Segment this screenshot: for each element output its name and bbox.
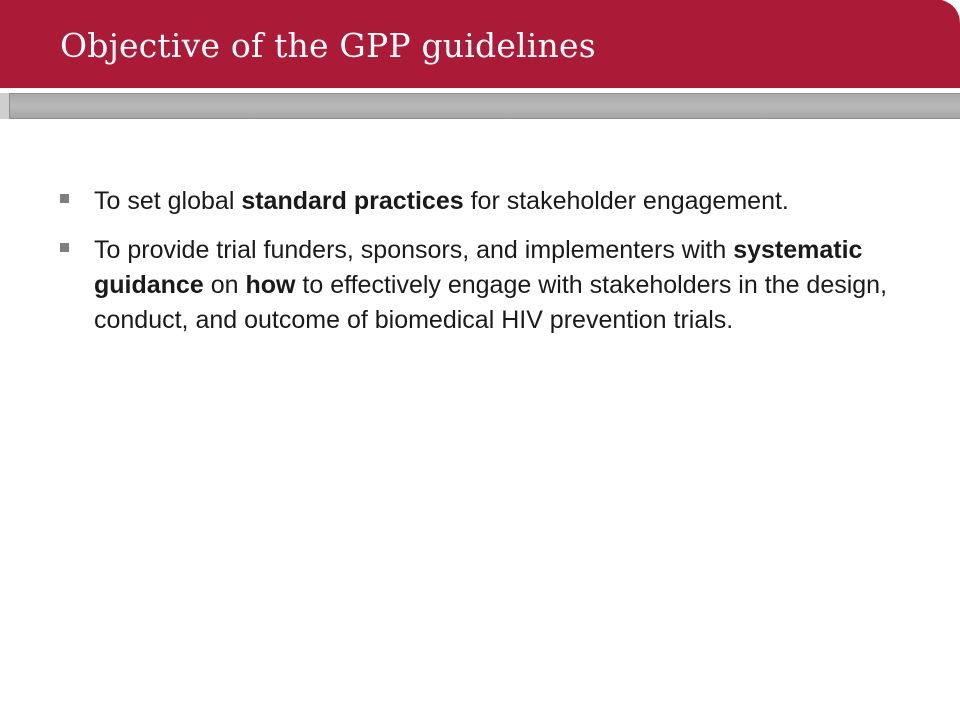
bullet-text [94,187,789,215]
square-bullet-icon [60,243,69,252]
bullet-item [60,233,910,338]
bullet-segment: for stakeholder engagement. [463,187,789,215]
slide-title: Objective of the GPP guidelines [60,26,596,65]
header-corner-decoration [920,0,960,88]
header-gray-bar-cap [0,93,10,119]
bullet-segment: To provide trial funders, sponsors, and implementers with [94,236,734,264]
bullet-segment: on [203,271,246,299]
bullet-emphasis: standard practices [241,187,464,215]
bullet-emphasis: how [245,271,296,299]
header-gray-bar [0,93,960,119]
slide-header [0,0,960,88]
bullet-segment: to effectively engage with stakeholders in the design, conduct, and outcome of biomedical HIV prevention trials. [94,271,888,334]
bullet-text [94,236,887,334]
bullet-segment: To set global [94,187,242,215]
bullet-emphasis: systematic guidance [94,236,863,299]
bullet-list [60,184,910,352]
square-bullet-icon [60,194,69,203]
bullet-item [60,184,910,219]
